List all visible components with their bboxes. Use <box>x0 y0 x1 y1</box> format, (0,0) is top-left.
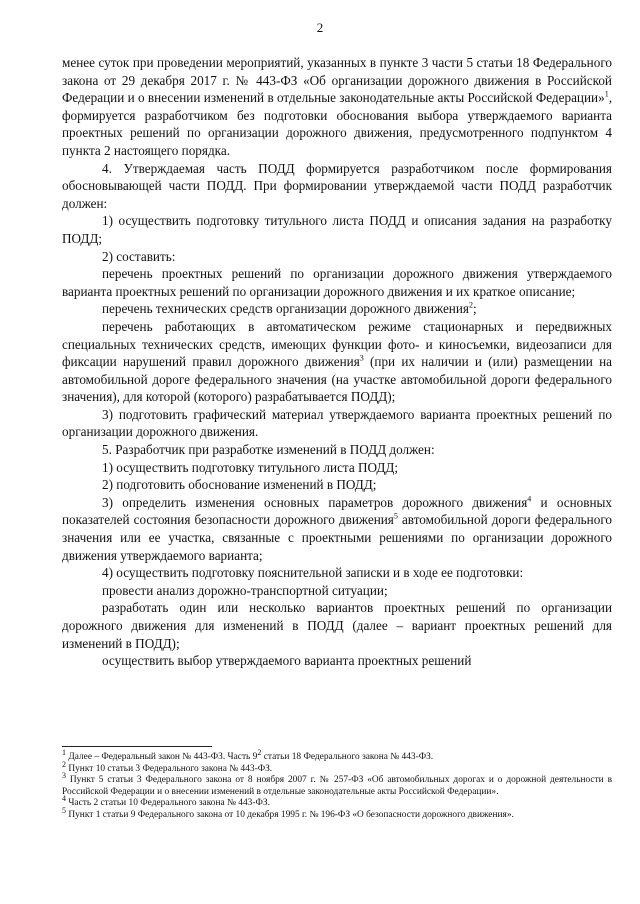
paragraph: 3) определить изменения основных параметров дорожного движения$^4$ и основных показателей состояния безопасности дорожного движения$^5$ автомобильной дороги федерального значения или ее участка, связанные с проектными решениями по организации дорожного движения утверждаемого варианта; <box>62 494 612 563</box>
paragraph: 1) осуществить подготовку титульного листа ПОДД; <box>102 459 399 475</box>
document-body <box>62 54 612 670</box>
footnote-ref: 3 <box>359 353 364 363</box>
footnote: $^1$ Далее – Федеральный закон № 443-ФЗ. Часть $9^2$ статьи 18 Федерального закона № 443-ФЗ. <box>62 747 434 762</box>
paragraph: перечень работающих в автоматическом режиме стационарных и передвижных специальных технических средств, имеющих функции фото- и киносъемки, видеозаписи для фиксации нарушений правил дорожного движения$^3$ (при их наличии и (или) размещении на автомобильной дороге федерального значения (на участке автомобильной дороги федерального значения), для которой (которого) разрабатывается ПОДД); <box>62 318 612 405</box>
paragraph: 5. Разработчик при разработке изменений в ПОДД должен: <box>102 442 435 458</box>
page-number: 2 <box>316 20 324 35</box>
footnote-ref: 5 <box>393 512 398 522</box>
paragraph: осуществить выбор утверждаемого варианта проектных решений <box>102 653 472 669</box>
paragraph: 1) осуществить подготовку титульного листа ПОДД и описания задания на разработку ПОДД; <box>62 213 612 246</box>
paragraph: 2) подготовить обоснование изменений в ПОДД; <box>102 477 377 493</box>
paragraph: перечень проектных решений по организации дорожного движения утверждаемого варианта проектных решений по организации дорожного движения и их краткое описание; <box>62 266 612 299</box>
footnote-separator <box>62 746 212 747</box>
paragraph: перечень технических средств организации дорожного движения$^2$; <box>102 300 477 317</box>
paragraph: менее суток при проведении мероприятий, указанных в пункте 3 части 5 статьи 18 Федерального закона от 29 декабря 2017 г. № 443-ФЗ «Об организации дорожного движения в Российской Федерации и о внесении изменений в отдельные законодательные акты Российской Федерации»$^1$, формируется разработчиком без подготовки обоснования выбора утверждаемого варианта проектных решений по организации дорожного движения, предусмотренного подпунктом 4 пункта 2 настоящего порядка. <box>62 55 612 158</box>
footnote-ref: 2 <box>469 300 473 310</box>
footnote: $^5$ Пункт 1 статьи 9 Федерального закона от 10 декабря 1995 г. № 196-ФЗ «О безопасности дорожного движения». <box>62 805 514 820</box>
footnote: $^2$ Пункт 10 статьи 3 Федерального закона № 443-ФЗ. <box>62 759 273 774</box>
paragraph: 2) составить: <box>102 248 176 264</box>
footnote-ref: 1 <box>604 89 609 99</box>
paragraph: 4) осуществить подготовку пояснительной записки и в ходе ее подготовки: <box>102 565 524 581</box>
paragraph: разработать один или несколько вариантов проектных решений по организации дорожного движения для изменений в ПОДД (далее – вариант проектных решений для изменений в ПОДД); <box>62 600 612 651</box>
paragraph: провести анализ дорожно-транспортной ситуации; <box>102 582 388 598</box>
footnote: $^4$ Часть 2 статьи 10 Федерального закона № 443-ФЗ. <box>62 794 270 809</box>
footnote: $^3$ Пункт 5 статьи 3 Федерального закона от 8 ноября 2007 г. № 257-ФЗ «Об автомобильных дорогах и о дорожной деятельности в Российской Федерации и о внесении изменений в отдельные законодательные акты Российской Федерации». <box>62 771 612 797</box>
footnote-ref: 4 <box>527 494 532 504</box>
paragraph: 4. Утверждаемая часть ПОДД формируется разработчиком после формирования обосновывающей части ПОДД. При формировании утверждаемой части ПОДД разработчик должен: <box>62 160 612 211</box>
paragraph: 3) подготовить графический материал утверждаемого варианта проектных решений по организации дорожного движения. <box>62 406 612 440</box>
footnotes <box>62 747 612 822</box>
